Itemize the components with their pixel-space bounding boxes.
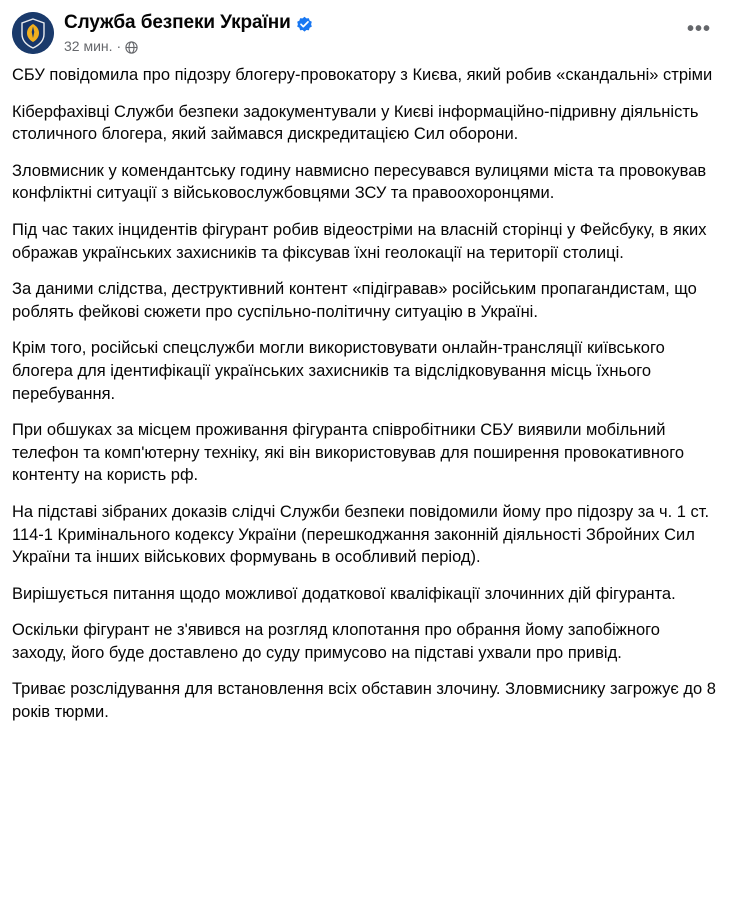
post-paragraph: При обшуках за місцем проживання фігуранта співробітники СБУ виявили мобільний телефон та комп'ютерну техніку, які він використовував для поширення провокативного контенту на користь рф. [12,421,685,485]
post-paragraph: Під час таких інцидентів фігурант робив відеостріми на власній сторінці у Фейсбуку, в яких ображав українських захисників та фіксував їхні геолокації на території столиці. [12,220,707,262]
post-paragraph: СБУ повідомила про підозру блогеру-провокатору з Києва, який робив «скандальні» стріми [12,66,713,84]
post-body [12,62,717,736]
post-meta [64,38,717,54]
sbu-emblem-icon [12,12,54,54]
post-paragraph: Триває розслідування для встановлення всіх обставин злочину. Зловмиснику загрожує до 8 років тюрми. [12,680,716,722]
post-paragraph: Вирішується питання щодо можливої додаткової кваліфікації злочинних дій фігуранта. [12,584,676,603]
post-paragraph: Кіберфахівці Служби безпеки задокументували у Києві інформаційно-підривну діяльність столичного блогера, який займався дискредитацією Сил оборони. [12,102,699,144]
globe-icon[interactable] [125,41,138,54]
page-name[interactable]: Служба безпеки України [64,12,291,33]
post-paragraph: Оскільки фігурант не з'явився на розгляд клопотання про обрання йому запобіжного заходу, його буде доставлено до суду примусово на підставі ухвали про привід. [12,621,660,662]
meta-separator: · [116,37,122,54]
ellipsis-icon: ••• [686,18,711,40]
author-name-row [64,12,717,40]
post-author-block [64,12,717,54]
post-paragraph: Зловмисник у комендантську годину навмисно пересувався вулицями міста та провокував конфліктні ситуації з військовослужбовцями ЗСУ та правоохоронцями. [12,161,707,203]
post-header [12,10,717,62]
avatar[interactable] [12,12,54,54]
post-paragraph: На підставі зібраних доказів слідчі Служби безпеки повідомили йому про підозру за ч. 1 ст. 114-1 Кримінального кодексу України (перешкоджання законній діяльності Збройних Сил України та інших військових формувань в особливий період). [12,502,710,567]
post-timestamp[interactable]: 32 мин. [64,37,113,54]
verified-badge-icon [296,16,313,33]
post-options-button[interactable] [681,14,717,50]
post-paragraph: Крім того, російські спецслужби могли використовувати онлайн-трансляції київського блогера для ідентифікації українських захисників та відслідковування місць їхнього перебування. [12,339,665,403]
post-paragraph: За даними слідства, деструктивний контент «підігравав» російським пропагандистам, що роблять фейкові сюжети про суспільно-політичну ситуацію в Україні. [12,280,697,321]
